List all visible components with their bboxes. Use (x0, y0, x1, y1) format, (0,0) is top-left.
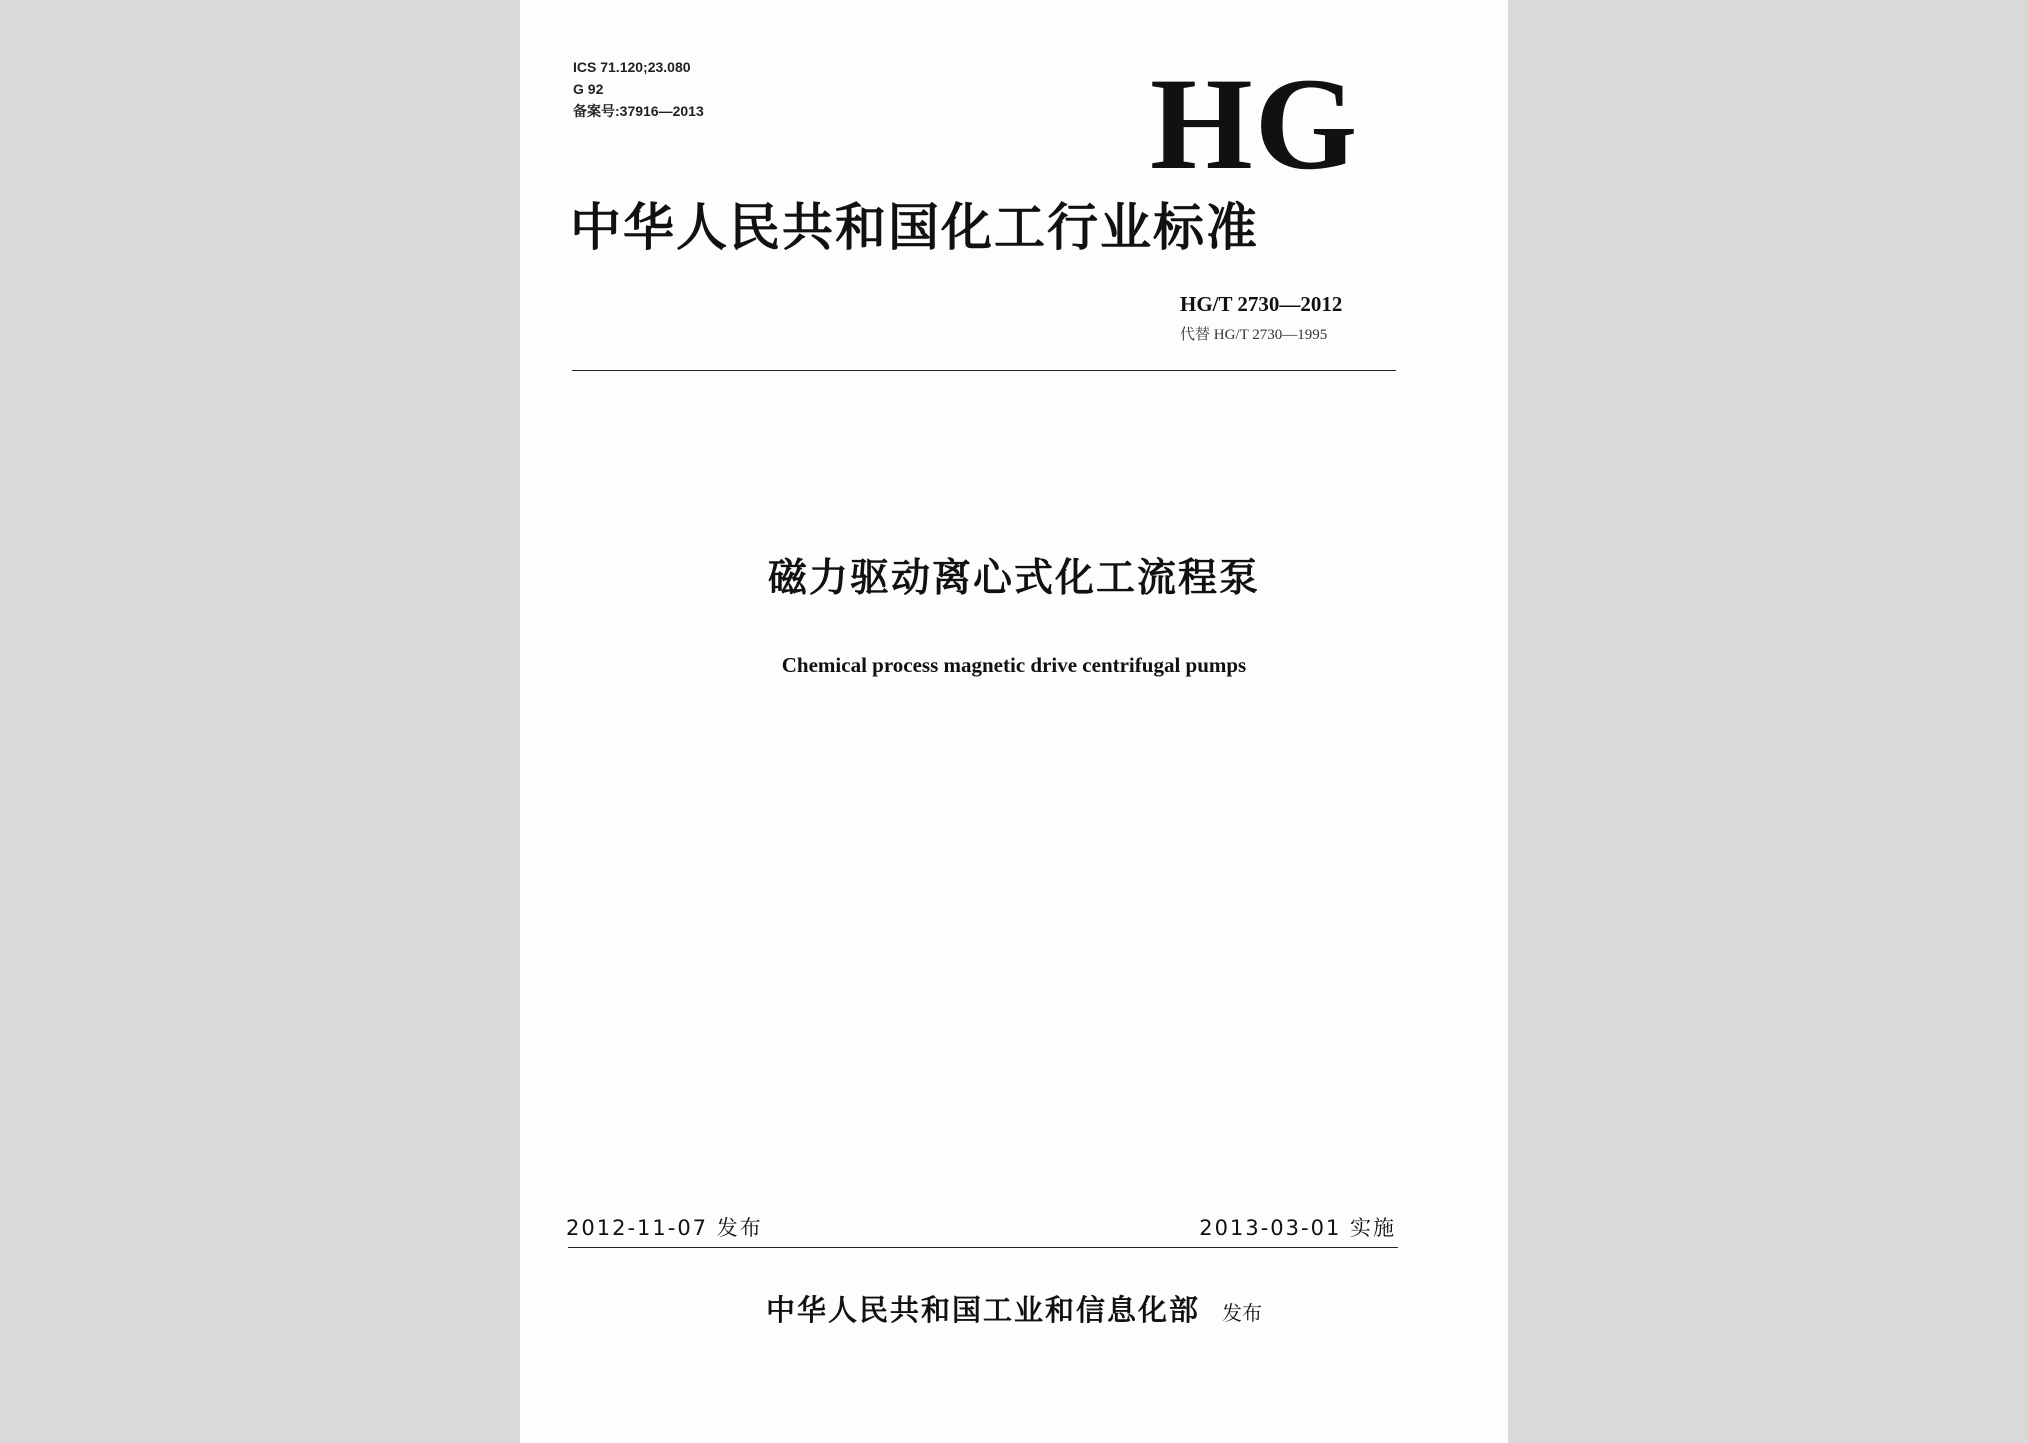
document-title-chinese: 磁力驱动离心式化工流程泵 (767, 556, 1260, 601)
hg-logo: HG (1150, 50, 1360, 197)
standard-title: 中华人民共和国化工行业标准 (570, 198, 1260, 258)
ccs-code: G 92 (573, 81, 604, 97)
issue-date: 2012-11-07 发布 (566, 1216, 763, 1240)
footer-divider (568, 1247, 1398, 1248)
publish-label: 发布 (1222, 1301, 1262, 1325)
standard-code: HG/T 2730—2012 (1180, 292, 1343, 316)
implementation-date: 2013-03-01 实施 (1199, 1216, 1396, 1240)
document-page (520, 0, 1508, 1443)
classification-block (573, 56, 704, 122)
publisher-line (520, 1290, 1508, 1333)
filing-number: 备案号:37916—2013 (573, 103, 704, 119)
publisher-name: 中华人民共和国工业和信息化部 (765, 1293, 1200, 1327)
ics-code: ICS 71.120;23.080 (573, 59, 691, 75)
replaces-standard: 代替 HG/T 2730—1995 (1180, 327, 1328, 343)
header-divider (572, 370, 1396, 371)
document-title-english: Chemical process magnetic drive centrifugal pumps (781, 653, 1247, 677)
